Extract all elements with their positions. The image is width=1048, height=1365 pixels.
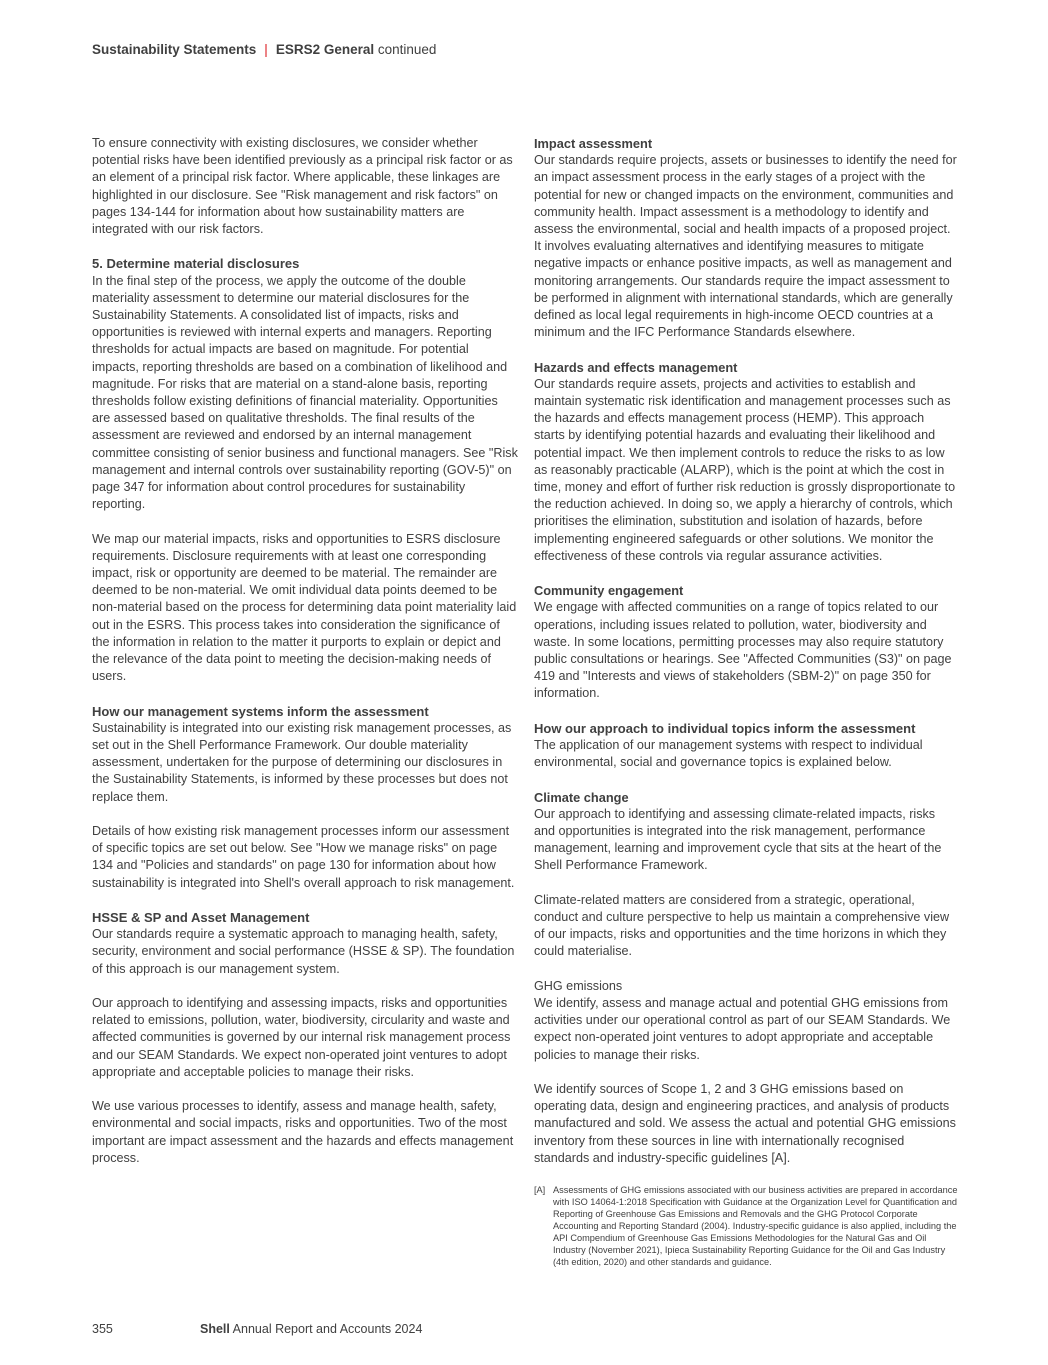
hsse-paragraph-3: We use various processes to identify, assess and manage health, safety, environmental and social impacts, risks and opportunities. Two of the most important are impact assessment and the hazards and effects management process. [92,1099,514,1165]
right-column [534,135,958,1285]
footnote-mark: [A] [534,1185,546,1196]
ghg-section [534,978,958,1268]
footnote-text: Assessments of GHG emissions associated with our business activities are prepared in accordance with ISO 14064-1:2018 Specification with Guidance at the Organization Level for Quantification and Reporting of Greenhouse Gas Emissions and Removals and the GHG Protocol Corporate Accounting and Reporting Standard (2004). Industry-specific guidance is also applied, including the API Compendium of Greenhouse Gas Emissions Methodologies for the Natural Gas and Oil Industry (November 2021), Ipieca Sustainability Reporting Guidance for the Oil and Gas Industry (4th edition, 2020) and other standards and guidance. [553,1185,958,1268]
impact-assessment-heading: Impact assessment [534,136,653,151]
page-footer [92,1322,422,1336]
left-column [92,135,518,1184]
hazards-paragraph: Our standards require assets, projects and activities to establish and maintain systematic risk identification and management processes such as the hazards and effects management process (HEMP). This approach starts by identifying potential hazards and evaluating their likelihood and potential impact. We then implement controls to reduce the risks to as low as reasonably practicable (ALARP), which is the point at which the cost in time, money and effort of further risk reduction is grossly disproportionate to the reduction achieved. In doing so, we apply a hierarchy of controls, which prioritises the elimination, substitution and isolation of hazards, before implementing engineered safeguards or other solutions. We monitor the effectiveness of these controls via regular assurance activities. [534,376,956,563]
determine-disclosures-paragraph-2: We map our material impacts, risks and opportunities to ESRS disclosure requirements. Disclosure requirements with at least one corresponding impact, risk or opportunity are deemed to be material. The remainder are deemed to be non-material. We omit individual data points deemed to be non-material based on the process for determining data point materiality laid out in the ESRS. This process takes into consideration the significance of the information in relation to the matter it purports to explain or depict and the relevance of the data point to meeting the decision-making needs of users. [92,531,517,684]
footer-brand: Shell [200,1322,230,1336]
topics-heading: How our approach to individual topics inform the assessment [534,720,916,736]
climate-heading: Climate change [534,789,629,805]
impact-assessment-section [534,135,958,341]
footer-report-title: Annual Report and Accounts 2024 [232,1322,423,1336]
hsse-paragraph-1: Our standards require a systematic approach to managing health, safety, security, environment and social performance (HSSE & SP). The foundation of this approach is our management system. [92,927,515,976]
page-header [92,42,436,57]
climate-paragraph-1: Our approach to identifying and assessing climate-related impacts, risks and opportunities is integrated into the risk management, performance management, learning and improvement cycle that sits at the heart of the Shell Performance Framework. [534,806,942,873]
community-heading: Community engagement [534,583,684,599]
hazards-section [534,359,958,565]
community-paragraph: We engage with affected communities on a range of topics related to our operations, including issues related to pollution, water, biodiversity and waste. In some locations, permitting processes may also require statutory public consultations or hearings. See "Affected Communities (S3)" on page 419 and "Interests and views of stakeholders (SBM-2)" on page 350 for information. [534,600,952,701]
ghg-heading: GHG emissions [534,978,623,993]
community-section [534,582,958,702]
header-chapter: ESRS2 General [275,42,375,57]
climate-section [534,789,958,961]
topics-section [534,720,958,772]
management-systems-heading: How our management systems inform the assessment [92,703,429,719]
management-systems-paragraph-1: Sustainability is integrated into our existing risk management processes, as set out in the Shell Performance Framework. Our double materiality assessment, undertaken for the purpose of determining our disclosures in the Sustainability Statements, is informed by these processes but does not replace them. [92,720,512,804]
footnote [534,1184,958,1268]
intro-paragraph: To ensure connectivity with existing disclosures, we consider whether potential risks have been identified previously as a principal risk factor or as an element of a principal risk factor. Where applicable, these linkages are highlighted in our disclosure. See "Risk management and risk factors" on pages 134-144 for information about how sustainability matters are integrated with our risk factors. [92,136,513,237]
determine-disclosures-paragraph-1: In the final step of the process, we apply the outcome of the double materiality assessment to determine our material disclosures for the Sustainability Statements. A consolidated list of impacts, risks and opportunities is reviewed with internal experts and managers. Reporting thresholds for actual impacts are based on magnitude. For potential impacts, reporting thresholds are based on a combination of likelihood and magnitude. For risks that are material on a stand-alone basis, reporting thresholds follow existing definitions of financial materiality. Opportunities are assessed based on qualitative thresholds. The final results of the assessment are reviewed and endorsed by an internal management committee consisting of senior business and functional managers. See "Risk management and internal controls over sustainability reporting (GOV-5)" on page 347 for information about control procedures for sustainability reporting. [92,273,518,512]
ghg-paragraph-1: We identify, assess and manage actual and potential GHG emissions from activities under our operational control as part of our SEAM Standards. We expect non-operated joint ventures to adopt appropriate and acceptable policies to manage their risks. [534,996,951,1062]
header-suffix: continued [377,42,437,57]
hsse-section [92,909,518,1167]
hsse-paragraph-2: Our approach to identifying and assessing impacts, risks and opportunities related to emissions, pollution, water, biodiversity, circularity and waste and affected communities is governed by our internal risk management process and our SEAM Standards. We expect non-operated joint ventures to adopt appropriate and acceptable policies to manage their risks. [92,996,511,1079]
determine-disclosures-heading: 5. Determine material disclosures [92,256,300,272]
page-number: 355 [92,1322,113,1336]
intro-section [92,135,518,238]
impact-assessment-paragraph: Our standards require projects, assets or businesses to identify the need for an impact assessment process in the early stages of a project with the potential for new or changed impacts on the environment, communities and community health. Impact assessment is a methodology to identify and assess the environmental, social and health impacts of a proposed project. It involves evaluating alternatives and identifying measures to mitigate negative impacts or enhance positive impacts, as well as management and monitoring arrangements. Our standards require the impact assessment to be performed in alignment with international standards, which are generally defined as local legal requirements in high-income OECD countries at a minimum and the IFC Performance Standards elsewhere. [534,153,957,340]
header-separator: | [264,42,268,57]
topics-paragraph: The application of our management systems with respect to individual environmental, social and governance topics is explained below. [534,738,923,770]
management-systems-section [92,703,518,892]
ghg-paragraph-2: We identify sources of Scope 1, 2 and 3 GHG emissions based on operating data, design and engineering practices, and analysis of products manufactured and sold. We assess the actual and potential GHG emissions inventory from these sources in line with internationally recognised standards and industry-specific guidelines [A]. [534,1082,956,1165]
hazards-heading: Hazards and effects management [534,359,738,375]
header-section: Sustainability Statements [92,42,257,57]
management-systems-paragraph-2: Details of how existing risk management processes inform our assessment of specific topics are set out below. See "How we manage risks" on page 134 and "Policies and standards" on page 130 for information about how sustainability is integrated into Shell's overall approach to risk management. [92,824,515,890]
climate-paragraph-2: Climate-related matters are considered from a strategic, operational, conduct and culture perspective to help us maintain a comprehensive view of our impacts, risks and opportunities and the time horizons in which they could materialise. [534,892,950,959]
hsse-heading: HSSE & SP and Asset Management [92,910,310,926]
determine-disclosures-section [92,255,518,685]
